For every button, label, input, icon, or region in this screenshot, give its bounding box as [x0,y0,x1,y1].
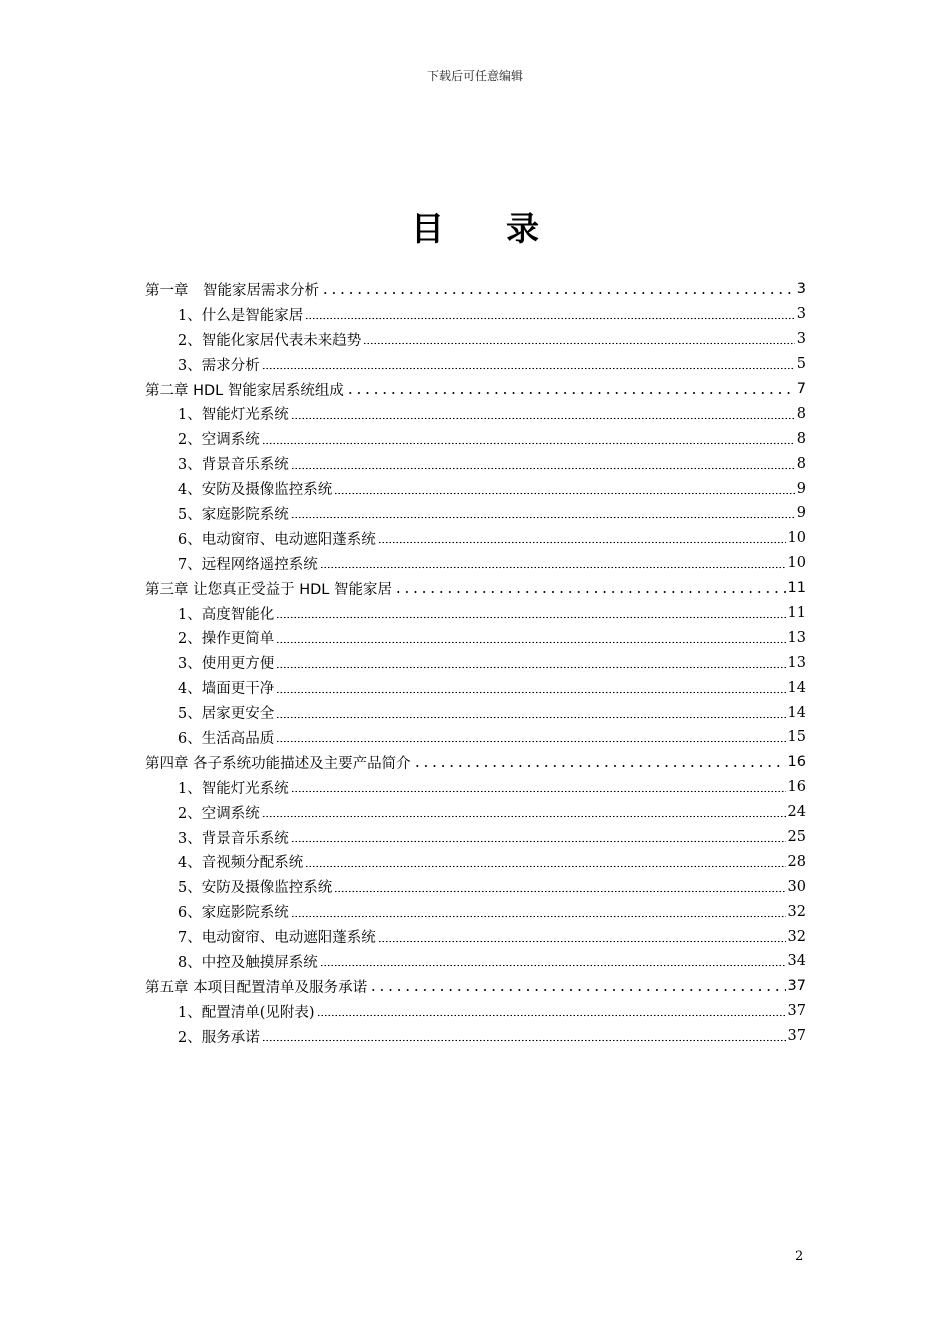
toc-section-entry[interactable] [145,725,806,750]
toc-entry-page: 8 [796,430,806,447]
title-char-1: 目 [411,209,444,248]
toc-entry-label: 5、家庭影院系统 [178,506,289,523]
toc-section-entry[interactable] [145,476,806,501]
toc-entry-page: 10 [787,530,806,547]
dot-leader [276,687,785,695]
dot-leader [378,936,786,944]
dot-leader [394,587,786,595]
toc-entry-label: 7、电动窗帘、电动遮阳蓬系统 [178,930,376,947]
toc-entry-label: 第三章 让您真正受益于 HDL 智能家居 [145,581,392,598]
toc-entry-label: 6、电动窗帘、电动遮阳蓬系统 [178,531,376,548]
toc-entry-label: 1、高度智能化 [178,606,275,623]
toc-entry-label: 7、远程网络遥控系统 [178,556,318,573]
dot-leader [276,662,785,670]
toc-entry-page: 11 [787,605,806,622]
toc-section-entry[interactable] [145,625,806,650]
toc-section-entry[interactable] [145,1024,806,1049]
toc-entry-page: 28 [787,853,806,870]
toc-entry-label: 3、需求分析 [178,357,260,374]
toc-entry-label: 5、安防及摄像监控系统 [178,880,333,897]
toc-section-entry[interactable] [145,601,806,626]
toc-section-entry[interactable] [145,700,806,725]
toc-section-entry[interactable] [145,327,806,352]
toc-section-entry[interactable] [145,501,806,526]
toc-section-entry[interactable] [145,426,806,451]
dot-leader [291,463,795,471]
toc-entry-label: 3、使用更方便 [178,656,275,673]
toc-entry-page: 5 [796,356,806,373]
dot-leader [363,338,795,346]
toc-entry-label: 第一章 智能家居需求分析 [145,282,319,299]
dot-leader [262,811,786,819]
toc-entry-label: 第二章 HDL 智能家居系统组成 [145,382,344,399]
dot-leader [305,313,795,321]
toc-entry-page: 3 [796,281,806,298]
toc-section-entry[interactable] [145,526,806,551]
toc-section-entry[interactable] [145,924,806,949]
toc-section-entry[interactable] [145,999,806,1024]
toc-section-entry[interactable] [145,352,806,377]
dot-leader [276,712,785,720]
toc-section-entry[interactable] [145,849,806,874]
dot-leader [276,637,785,645]
toc-entry-page: 37 [787,978,806,995]
toc-entry-label: 3、背景音乐系统 [178,830,289,847]
toc-section-entry[interactable] [145,451,806,476]
dot-leader [321,288,795,296]
toc-entry-label: 2、服务承诺 [178,1029,260,1046]
toc-section-entry[interactable] [145,874,806,899]
toc-chapter-entry[interactable] [145,750,806,775]
toc-entry-label: 2、智能化家居代表未来趋势 [178,332,362,349]
table-of-contents [145,277,806,1049]
toc-entry-label: 2、操作更简单 [178,631,275,648]
toc-section-entry[interactable] [145,675,806,700]
toc-entry-label: 1、智能灯光系统 [178,780,289,797]
dot-leader [334,488,795,496]
toc-entry-label: 第四章 各子系统功能描述及主要产品简介 [145,755,411,772]
toc-entry-page: 3 [796,306,806,323]
dot-leader [317,1010,786,1018]
dot-leader [291,911,786,919]
toc-section-entry[interactable] [145,899,806,924]
toc-entry-page: 13 [787,654,806,671]
toc-section-entry[interactable] [145,401,806,426]
dot-leader [413,761,786,769]
toc-entry-label: 2、空调系统 [178,432,260,449]
toc-entry-page: 7 [796,381,806,397]
toc-entry-page: 8 [796,455,806,472]
toc-chapter-entry[interactable] [145,974,806,999]
page-title [0,203,950,250]
toc-entry-page: 24 [787,804,806,821]
page-header: 下载后可任意编辑 [426,69,523,83]
dot-leader [291,786,786,794]
toc-entry-page: 37 [787,1028,806,1045]
toc-entry-label: 4、音视频分配系统 [178,855,304,872]
toc-entry-page: 30 [787,878,806,895]
toc-entry-page: 14 [787,704,806,721]
toc-entry-label: 2、空调系统 [178,805,260,822]
toc-entry-page: 13 [787,629,806,646]
dot-leader [291,836,786,844]
title-char-2: 录 [506,209,539,248]
toc-entry-page: 32 [787,903,806,920]
toc-entry-page: 14 [787,679,806,696]
toc-entry-page: 3 [796,331,806,348]
toc-chapter-entry[interactable] [145,277,806,302]
toc-entry-label: 3、背景音乐系统 [178,457,289,474]
toc-entry-label: 第五章 本项目配置清单及服务承诺 [145,979,368,996]
dot-leader [346,388,795,396]
dot-leader [276,612,785,620]
toc-entry-label: 6、家庭影院系统 [178,905,289,922]
toc-entry-page: 10 [787,555,806,572]
toc-entry-label: 4、安防及摄像监控系统 [178,482,333,499]
dot-leader [262,1035,786,1043]
toc-section-entry[interactable] [145,775,806,800]
toc-entry-page: 9 [796,505,806,522]
toc-entry-label: 8、中控及触摸屏系统 [178,954,318,971]
toc-section-entry[interactable] [145,551,806,576]
dot-leader [291,512,795,520]
toc-entry-page: 9 [796,480,806,497]
toc-entry-page: 16 [787,754,806,771]
toc-entry-page: 32 [787,928,806,945]
dot-leader [276,736,785,744]
toc-entry-label: 1、智能灯光系统 [178,407,289,424]
dot-leader [369,985,785,993]
toc-entry-page: 34 [787,953,806,970]
dot-leader [320,960,786,968]
dot-leader [334,886,785,894]
dot-leader [320,562,786,570]
dot-leader [262,363,795,371]
toc-entry-page: 8 [796,405,806,422]
toc-entry-page: 25 [787,829,806,846]
toc-entry-label: 1、配置清单(见附表) [178,1004,315,1021]
dot-leader [305,861,785,869]
toc-entry-page: 11 [787,580,806,597]
toc-entry-label: 4、墙面更干净 [178,681,275,698]
toc-entry-label: 6、生活高品质 [178,730,275,747]
toc-chapter-entry[interactable] [145,377,806,402]
toc-section-entry[interactable] [145,302,806,327]
toc-entry-label: 5、居家更安全 [178,706,275,723]
toc-section-entry[interactable] [145,800,806,825]
toc-entry-page: 37 [787,1003,806,1020]
toc-section-entry[interactable] [145,650,806,675]
dot-leader [378,537,786,545]
toc-entry-page: 16 [787,779,806,796]
toc-entry-label: 1、什么是智能家居 [178,307,304,324]
dot-leader [262,438,795,446]
toc-section-entry[interactable] [145,949,806,974]
toc-chapter-entry[interactable] [145,576,806,601]
page-number: 2 [795,1249,804,1264]
dot-leader [291,413,795,421]
toc-section-entry[interactable] [145,825,806,850]
toc-entry-page: 15 [787,729,806,746]
